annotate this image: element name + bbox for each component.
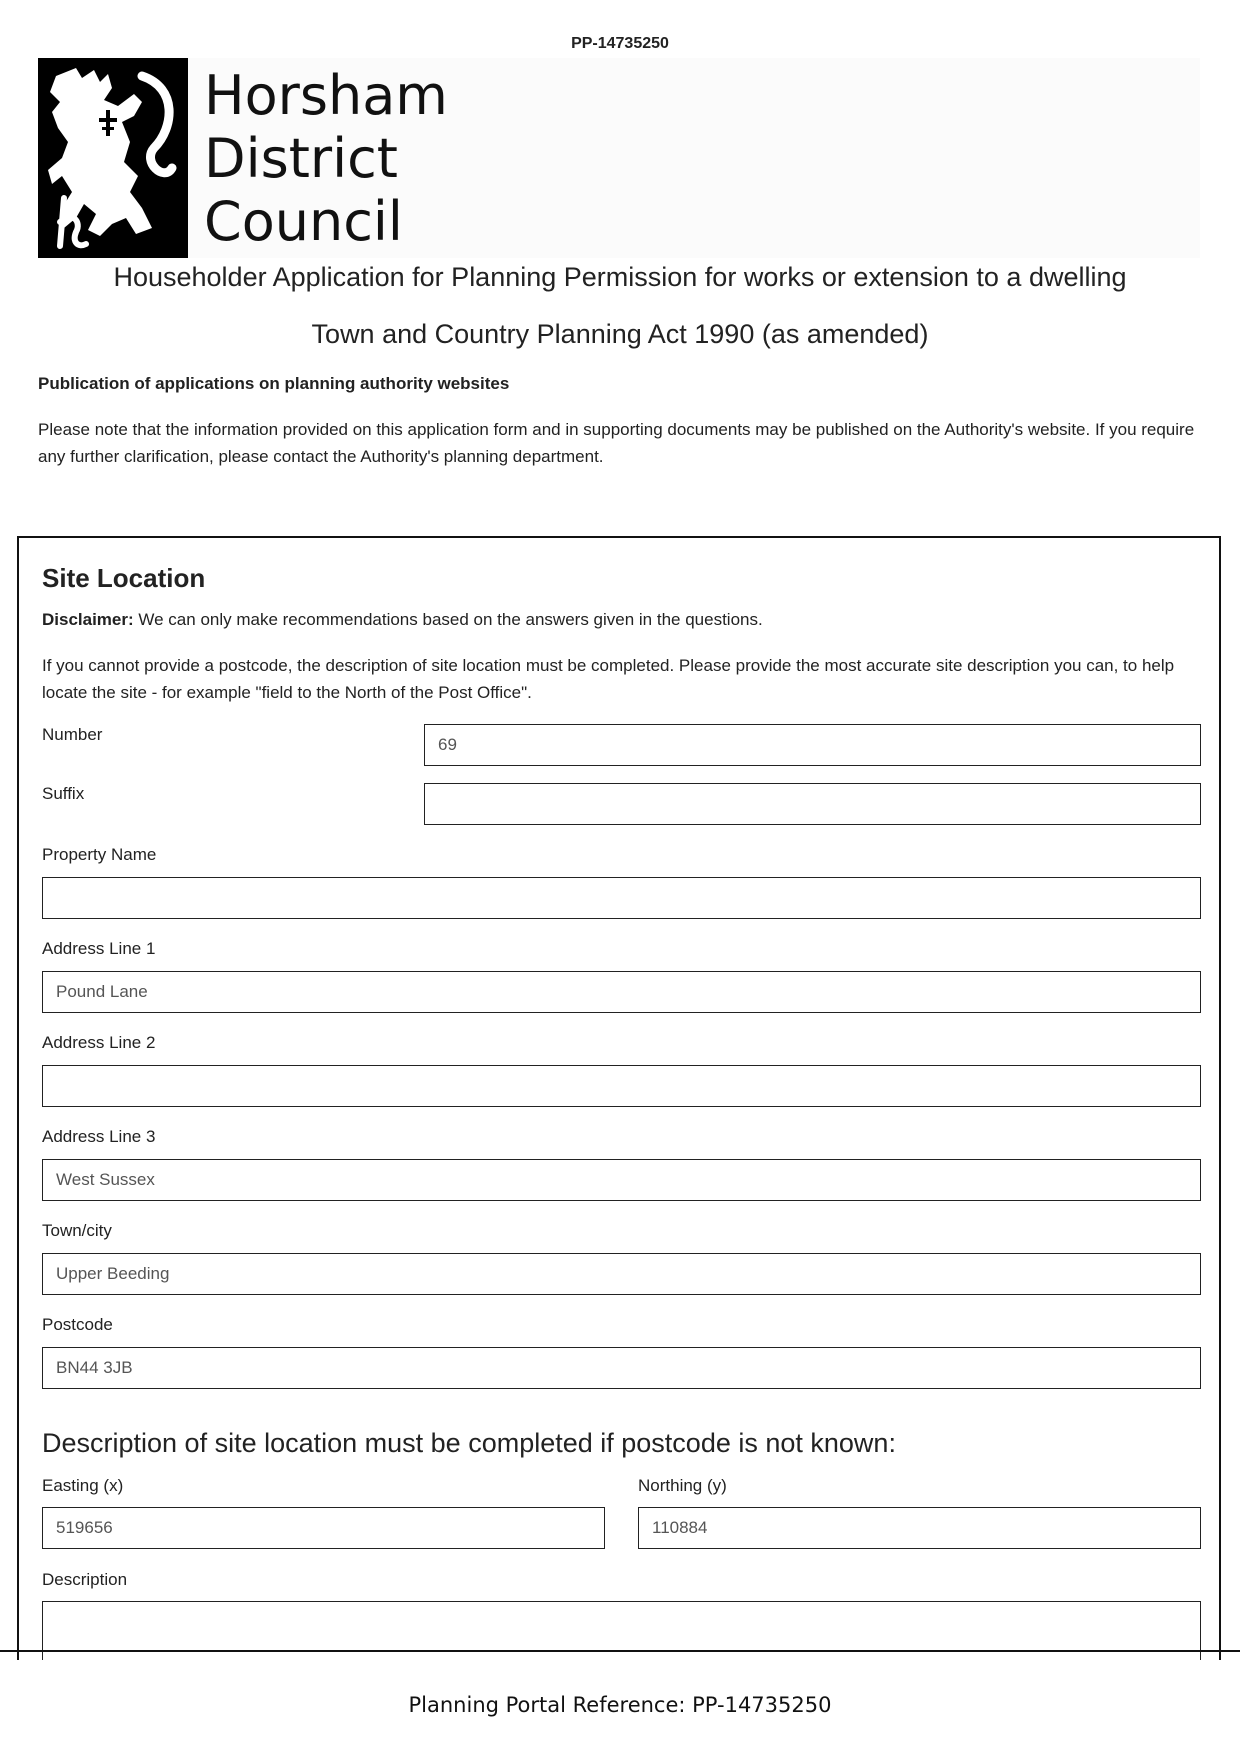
address-line-1-field[interactable]: Pound Lane bbox=[42, 971, 1201, 1013]
footer-divider bbox=[0, 1650, 1240, 1652]
easting-label: Easting (x) bbox=[42, 1476, 124, 1495]
disclaimer bbox=[42, 610, 763, 630]
logo-line-3: Council bbox=[204, 190, 403, 253]
publication-heading: Publication of applications on planning authority websites bbox=[38, 374, 510, 393]
address-line-2-field[interactable] bbox=[42, 1065, 1201, 1107]
description-heading: Description of site location must be completed if postcode is not known: bbox=[42, 1428, 896, 1458]
postcode-field[interactable]: BN44 3JB bbox=[42, 1347, 1201, 1389]
easting-field[interactable]: 519656 bbox=[42, 1507, 605, 1549]
property-name-label: Property Name bbox=[42, 845, 157, 864]
town-city-field[interactable]: Upper Beeding bbox=[42, 1253, 1201, 1295]
postcode-label: Postcode bbox=[42, 1315, 113, 1334]
publication-text: Please note that the information provided on this application form and in supporting documents may be published on the Authority's website. If you require any further clarification, please contact the Authority's planning department. bbox=[38, 420, 1195, 466]
address-line-3-label: Address Line 3 bbox=[42, 1127, 156, 1146]
town-city-label: Town/city bbox=[42, 1221, 112, 1240]
suffix-field[interactable] bbox=[424, 783, 1201, 825]
site-location-section bbox=[17, 536, 1221, 1660]
form-title: Householder Application for Planning Permission for works or extension to a dwelling bbox=[113, 262, 1127, 292]
act-title: Town and Country Planning Act 1990 (as amended) bbox=[311, 319, 929, 349]
lion-rampant-crest-icon bbox=[38, 58, 188, 258]
section-title: Site Location bbox=[42, 563, 206, 593]
northing-field[interactable]: 110884 bbox=[638, 1507, 1201, 1549]
northing-label: Northing (y) bbox=[638, 1476, 727, 1495]
suffix-label: Suffix bbox=[42, 784, 85, 803]
description-label: Description bbox=[42, 1570, 128, 1589]
disclaimer-label: Disclaimer: bbox=[42, 610, 134, 629]
number-label: Number bbox=[42, 725, 103, 744]
address-line-1-label: Address Line 1 bbox=[42, 939, 156, 958]
address-line-2-label: Address Line 2 bbox=[42, 1033, 156, 1052]
address-line-3-field[interactable]: West Sussex bbox=[42, 1159, 1201, 1201]
number-field[interactable]: 69 bbox=[424, 724, 1201, 766]
footer-reference: Planning Portal Reference: PP-14735250 bbox=[408, 1693, 832, 1717]
logo-line-2: District bbox=[204, 127, 398, 190]
help-text: If you cannot provide a postcode, the description of site location must be completed. Please provide the most accurate site description you can, to help locate the site - for example "field to the North of the Post Office". bbox=[42, 656, 1175, 702]
property-name-field[interactable] bbox=[42, 877, 1201, 919]
disclaimer-text: We can only make recommendations based on the answers given in the questions. bbox=[133, 610, 763, 629]
logo-line-1: Horsham bbox=[204, 64, 448, 127]
council-logo-text bbox=[204, 64, 448, 253]
top-reference: PP-14735250 bbox=[571, 35, 669, 52]
